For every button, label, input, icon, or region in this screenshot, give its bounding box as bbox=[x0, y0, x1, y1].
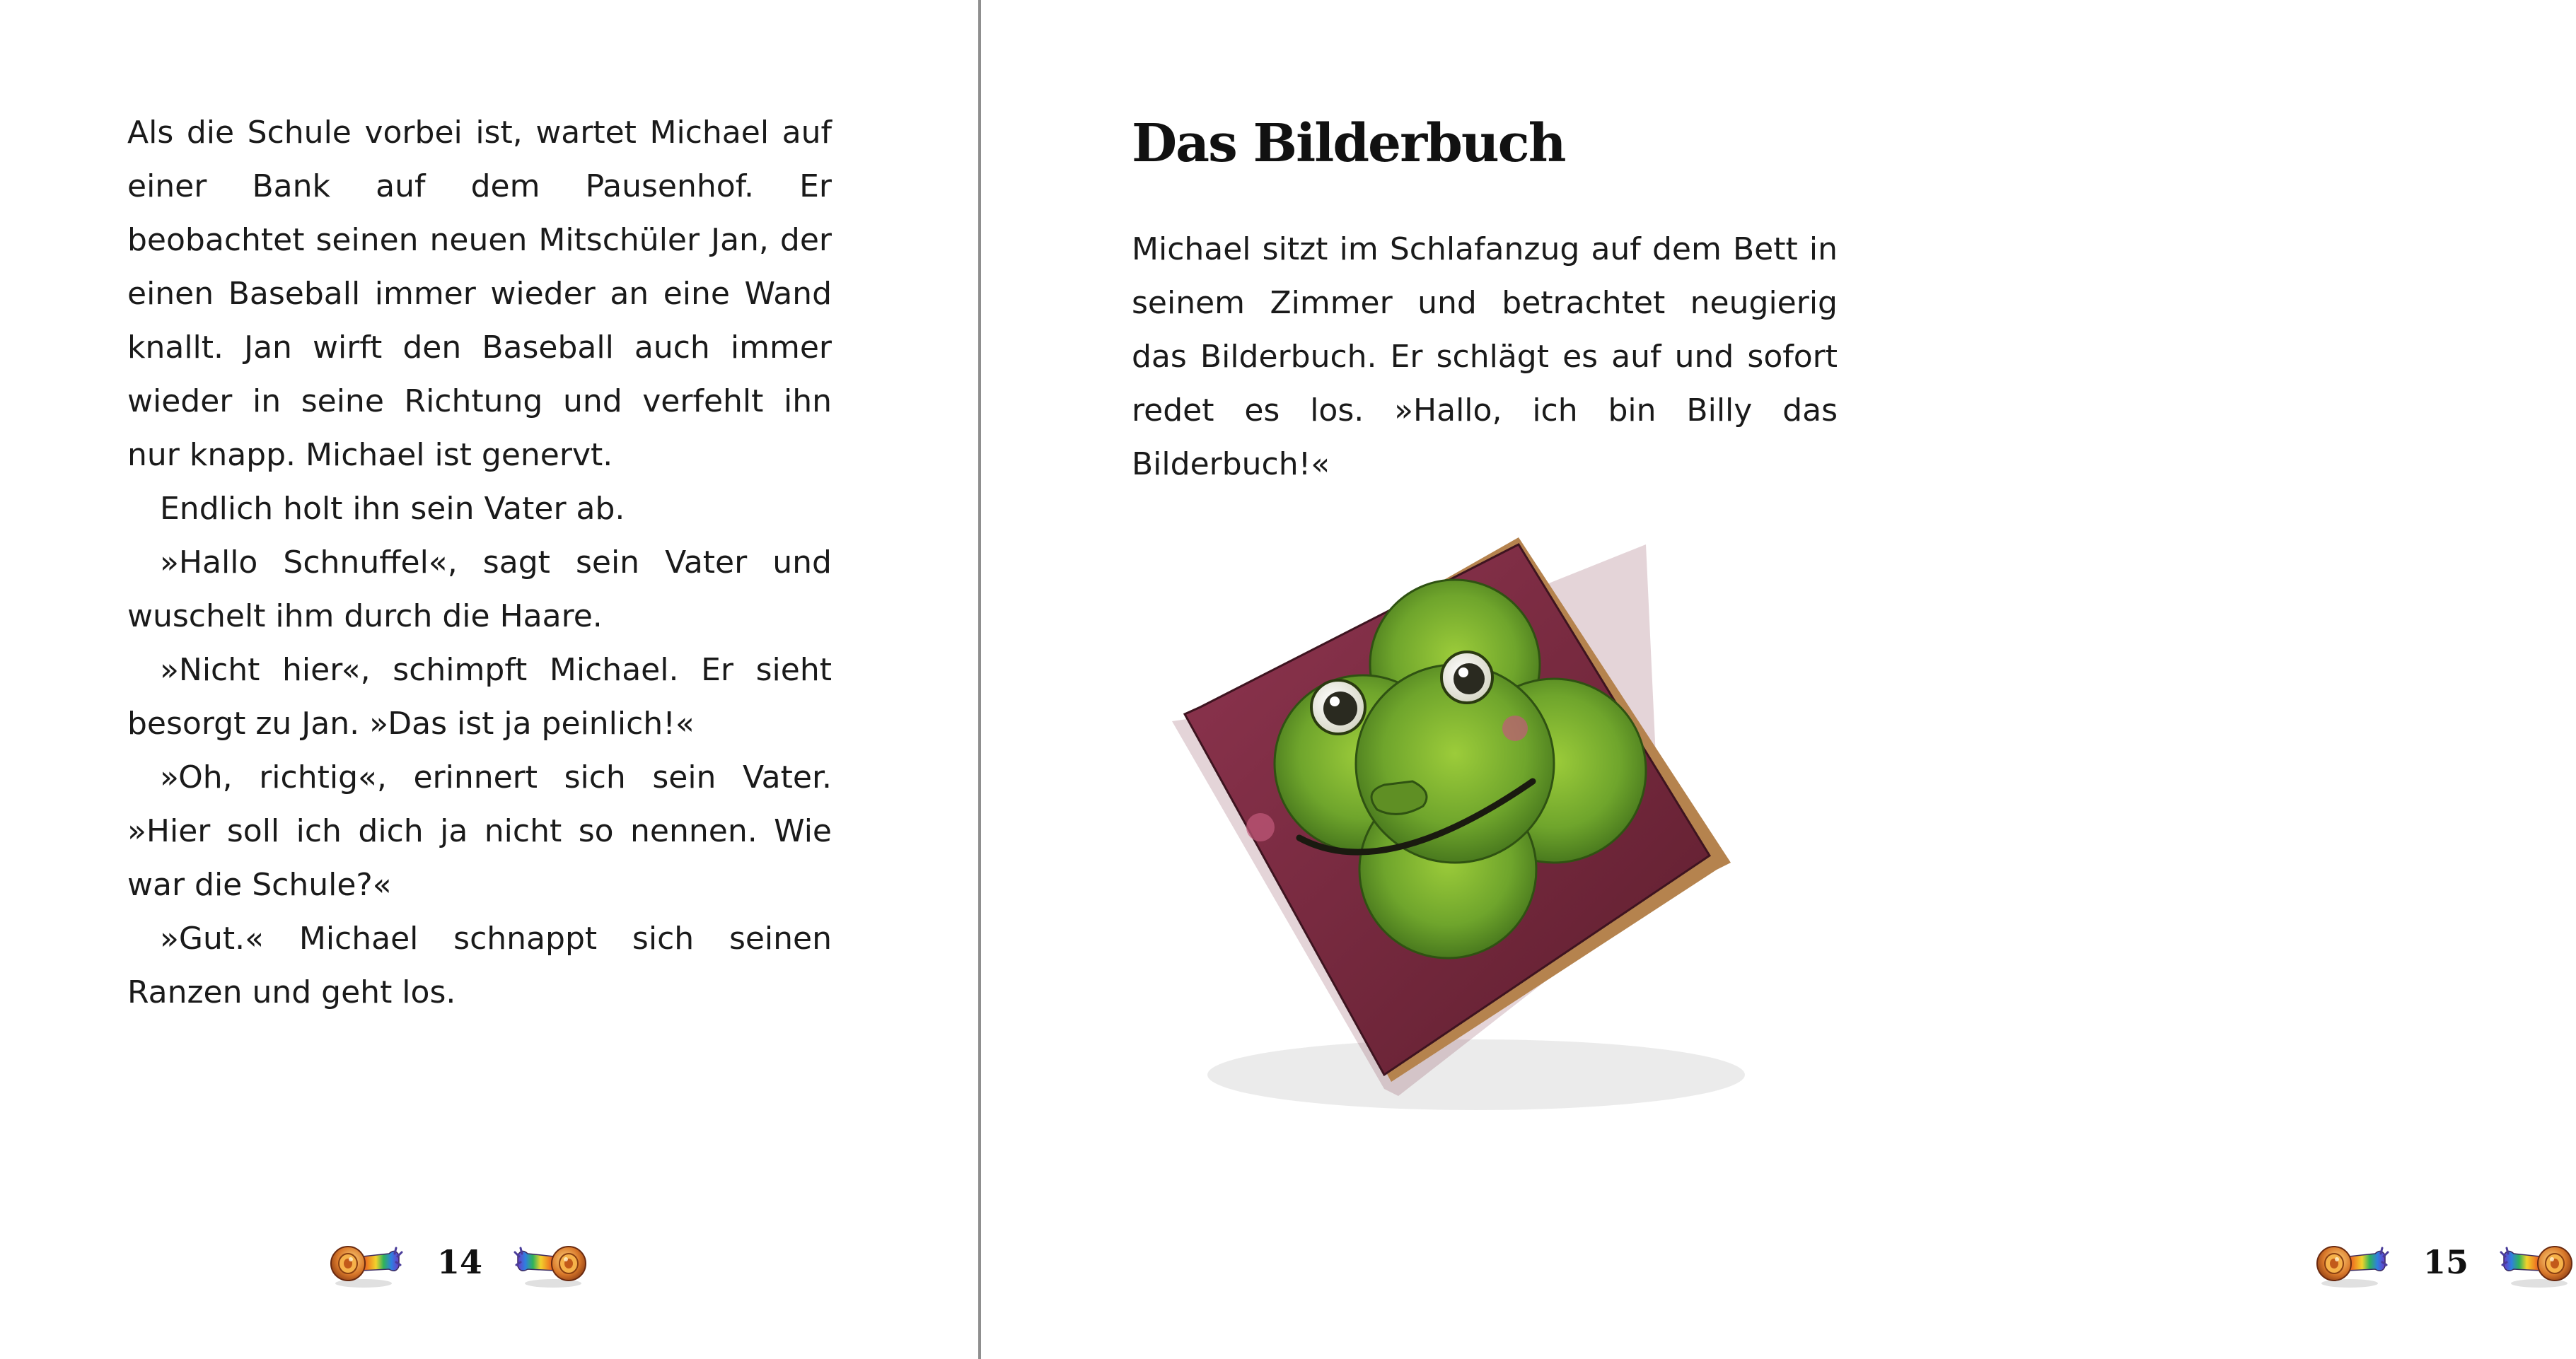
left-page-text bbox=[127, 106, 832, 1020]
paragraph: Als die Schule vorbei ist, wartet Michael auf einer Bank auf dem Pausenhof. Er beobachtet seinen neuen Mitschüler Jan, der einen Baseball immer wieder an eine Wand knallt. Jan wirft den Baseball auch immer wieder in seine Richtung und verfehlt ihn nur knapp. Michael ist genervt. bbox=[127, 115, 832, 473]
left-page bbox=[0, 0, 978, 1359]
rainbow-horn-icon bbox=[2498, 1234, 2576, 1290]
rainbow-horn-icon bbox=[327, 1234, 405, 1290]
paragraph: Michael sitzt im Schlafanzug auf dem Bett in seinem Zimmer und betrachtet neugierig das Bilderbuch. Er schlägt es auf und sofort redet es los. »Hallo, ich bin Billy das Bilderbuch!« bbox=[1132, 231, 1838, 482]
page-footer bbox=[327, 1234, 590, 1290]
rainbow-horn-icon bbox=[2313, 1234, 2391, 1290]
chapter-title: Das Bilderbuch bbox=[1132, 113, 1565, 174]
right-page bbox=[981, 0, 2469, 1359]
paragraph: »Nicht hier«, schimpft Michael. Er sieht besorgt zu Jan. »Das ist ja peinlich!« bbox=[127, 652, 832, 742]
page-footer bbox=[2313, 1234, 2576, 1290]
clover-face-book-illustration bbox=[1151, 537, 1787, 1131]
right-page-text bbox=[1132, 223, 1838, 491]
page-number: 15 bbox=[2423, 1243, 2469, 1281]
paragraph: Endlich holt ihn sein Vater ab. bbox=[160, 491, 625, 527]
rainbow-horn-icon bbox=[512, 1234, 590, 1290]
paragraph: »Oh, richtig«, erinnert sich sein Vater. »Hier soll ich dich ja nicht so nennen. Wie war die Schule?« bbox=[127, 759, 832, 903]
paragraph: »Gut.« Michael schnappt sich seinen Ranzen und geht los. bbox=[127, 921, 832, 1010]
page-number: 14 bbox=[437, 1243, 483, 1281]
paragraph: »Hallo Schnuffel«, sagt sein Vater und wuschelt ihm durch die Haare. bbox=[127, 544, 832, 634]
